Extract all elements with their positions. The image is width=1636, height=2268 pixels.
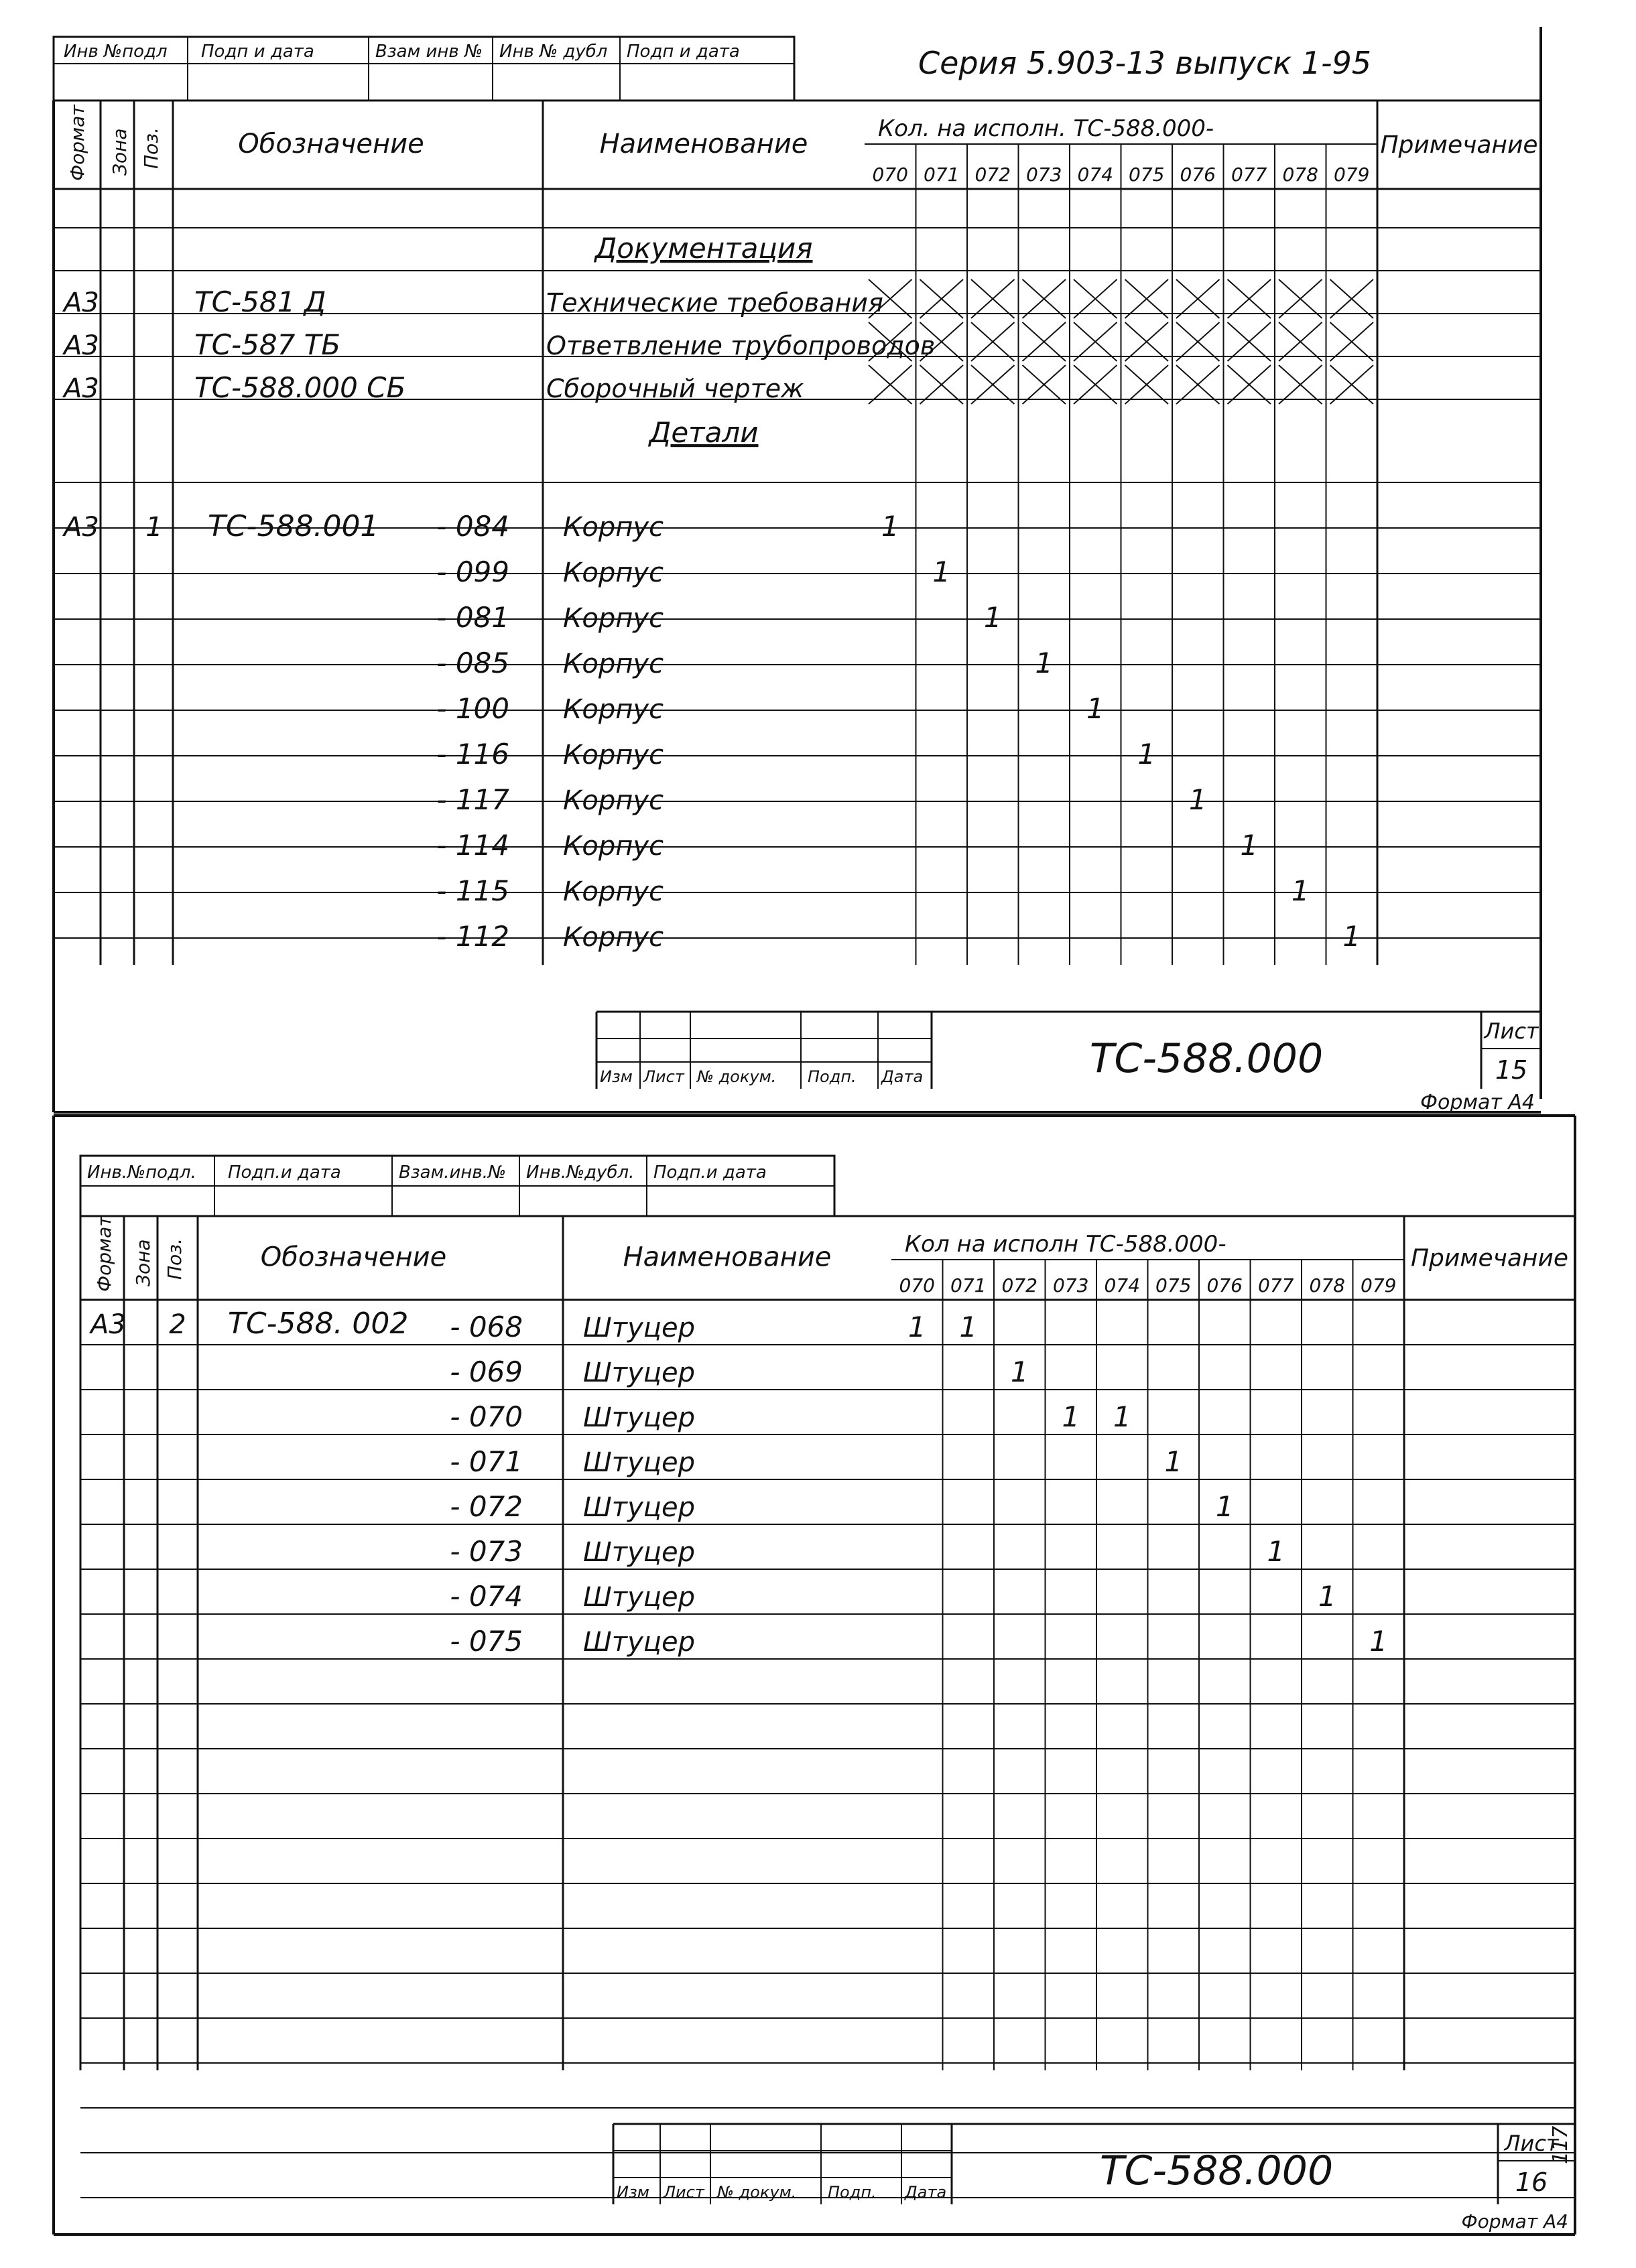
part-quantity: 1 bbox=[1164, 1445, 1183, 1478]
part-name: Корпус bbox=[563, 785, 664, 816]
part-suffix: - 072 bbox=[450, 1490, 523, 1523]
title-block-label-4: Дата bbox=[881, 1067, 924, 1086]
title-block-label-2: № докум. bbox=[717, 2183, 797, 2202]
header-quantity: Кол. на исполн. ТС-588.000- bbox=[878, 115, 1214, 142]
section-title-documentation: Документация bbox=[594, 232, 813, 265]
part-name: Штуцер bbox=[583, 1402, 695, 1433]
part-name: Корпус bbox=[563, 740, 664, 771]
sheet-label: Лист bbox=[1504, 2131, 1559, 2156]
doc-name: Ответвление трубопроводов bbox=[546, 331, 936, 360]
part-suffix: - 084 bbox=[436, 510, 509, 543]
variant-header-072: 072 bbox=[1001, 1274, 1037, 1296]
part-name: Корпус bbox=[563, 831, 664, 862]
doc-format: А3 bbox=[64, 330, 99, 361]
part-suffix: - 070 bbox=[450, 1400, 523, 1433]
part-format: А3 bbox=[64, 512, 99, 543]
header-format: Формат bbox=[93, 1215, 115, 1292]
stamp-label-3: Инв.№дубл. bbox=[526, 1162, 635, 1183]
variant-header-076: 076 bbox=[1180, 163, 1216, 186]
variant-header-072: 072 bbox=[974, 163, 1011, 186]
sheet-2-frame bbox=[54, 1116, 1575, 2234]
variant-header-079: 079 bbox=[1334, 163, 1370, 186]
stamp-label-3: Инв № дубл bbox=[499, 42, 608, 62]
part-suffix: - 074 bbox=[450, 1580, 523, 1613]
variant-header-073: 073 bbox=[1026, 163, 1062, 186]
header-pos: Поз. bbox=[140, 127, 162, 169]
part-quantity: 1 bbox=[1035, 647, 1054, 679]
document-number: ТС-588.000 bbox=[1089, 1035, 1324, 1082]
sheet-number: 16 bbox=[1515, 2167, 1548, 2197]
part-quantity: 1 bbox=[1215, 1490, 1234, 1523]
part-suffix: - 100 bbox=[436, 692, 509, 725]
variant-header-077: 077 bbox=[1231, 163, 1267, 186]
variant-header-076: 076 bbox=[1206, 1274, 1243, 1296]
doc-format: А3 bbox=[64, 373, 99, 404]
stamp-label-0: Инв №подл bbox=[64, 42, 168, 62]
part-quantity: 1 bbox=[1267, 1535, 1285, 1568]
part-name: Корпус bbox=[563, 694, 664, 725]
part-quantity: 1 bbox=[1240, 829, 1259, 862]
part-suffix: - 075 bbox=[450, 1625, 523, 1658]
stamp-label-0: Инв.№подл. bbox=[87, 1162, 196, 1183]
variant-header-070: 070 bbox=[899, 1274, 935, 1296]
doc-format: А3 bbox=[64, 287, 99, 318]
sheet-2-table-grid bbox=[80, 1216, 1575, 2204]
section-title-details: Детали bbox=[649, 416, 759, 449]
part-quantity: 1 bbox=[1318, 1580, 1336, 1613]
variant-header-074: 074 bbox=[1077, 163, 1113, 186]
part-base-designation: ТС-588. 002 bbox=[228, 1307, 409, 1341]
stamp-label-4: Подп.и дата bbox=[653, 1162, 767, 1183]
variant-header-078: 078 bbox=[1282, 163, 1318, 186]
title-block-label-1: Лист bbox=[643, 1067, 684, 1086]
sheet-number: 15 bbox=[1495, 1055, 1528, 1085]
title-block-label-1: Лист bbox=[664, 2183, 704, 2202]
header-name: Наименование bbox=[623, 1242, 832, 1273]
side-page-number: 117 bbox=[1549, 2125, 1572, 2164]
doc-designation: ТС-581 Д bbox=[194, 285, 326, 318]
header-note: Примечание bbox=[1380, 131, 1538, 159]
part-quantity: 1 bbox=[1086, 692, 1105, 725]
format-label: Формат А4 bbox=[1461, 2210, 1568, 2232]
sheet-2-table-text bbox=[87, 1162, 1572, 2232]
header-designation: Обозначение bbox=[238, 129, 424, 159]
part-quantity: 1 bbox=[1137, 738, 1156, 771]
part-base-designation: ТС-588.001 bbox=[208, 509, 379, 543]
part-quantity: 1 bbox=[881, 510, 899, 543]
part-quantity: 1 bbox=[1062, 1400, 1080, 1433]
doc-name: Технические требования bbox=[546, 288, 883, 318]
title-block-label-0: Изм bbox=[600, 1067, 633, 1086]
part-name: Штуцер bbox=[583, 1357, 695, 1388]
part-suffix: - 115 bbox=[436, 874, 509, 907]
part-quantity: 1 bbox=[1342, 920, 1361, 953]
part-quantity: 1 bbox=[1010, 1355, 1029, 1388]
variant-header-071: 071 bbox=[924, 163, 960, 186]
header-designation: Обозначение bbox=[260, 1242, 447, 1273]
part-name: Штуцер bbox=[583, 1582, 695, 1613]
part-suffix: - 112 bbox=[436, 920, 509, 953]
part-suffix: - 069 bbox=[450, 1355, 523, 1388]
variant-header-079: 079 bbox=[1361, 1274, 1397, 1296]
part-suffix: - 099 bbox=[436, 555, 509, 588]
stamp-label-2: Взам инв № bbox=[375, 42, 483, 62]
header-format: Формат bbox=[66, 105, 88, 181]
part-quantity: 1 bbox=[1113, 1400, 1131, 1433]
format-label: Формат А4 bbox=[1420, 1091, 1535, 1114]
document-number: ТС-588.000 bbox=[1099, 2147, 1334, 2194]
part-suffix: - 071 bbox=[450, 1445, 523, 1478]
sheet-1-table-text bbox=[62, 42, 1539, 1114]
stamp-label-2: Взам.инв.№ bbox=[399, 1162, 506, 1183]
title-block-label-4: Дата bbox=[905, 2183, 947, 2202]
header-note: Примечание bbox=[1410, 1244, 1569, 1272]
part-name: Корпус bbox=[563, 557, 664, 588]
variant-header-073: 073 bbox=[1053, 1274, 1089, 1296]
title-block-label-0: Изм bbox=[617, 2183, 649, 2202]
series-header: Серия 5.903-13 выпуск 1-95 bbox=[918, 45, 1372, 81]
part-name: Корпус bbox=[563, 876, 664, 907]
part-suffix: - 085 bbox=[436, 647, 509, 679]
part-quantity: 1 bbox=[959, 1311, 978, 1343]
part-name: Корпус bbox=[563, 512, 664, 543]
stamp-label-1: Подп.и дата bbox=[228, 1162, 341, 1183]
variant-header-075: 075 bbox=[1155, 1274, 1192, 1296]
part-position: 2 bbox=[169, 1309, 186, 1340]
header-name: Наименование bbox=[599, 129, 808, 159]
part-quantity: 1 bbox=[1291, 874, 1310, 907]
part-suffix: - 116 bbox=[436, 738, 509, 771]
part-suffix: - 068 bbox=[450, 1311, 523, 1343]
variant-header-074: 074 bbox=[1104, 1274, 1140, 1296]
part-name: Корпус bbox=[563, 649, 664, 679]
part-position: 1 bbox=[145, 512, 163, 543]
part-name: Штуцер bbox=[583, 1313, 695, 1343]
part-suffix: - 114 bbox=[436, 829, 509, 862]
part-quantity: 1 bbox=[932, 555, 951, 588]
header-pos: Поз. bbox=[164, 1238, 186, 1280]
header-zone: Зона bbox=[109, 128, 131, 176]
title-block-label-3: Подп. bbox=[828, 2183, 877, 2202]
part-quantity: 1 bbox=[907, 1311, 926, 1343]
doc-designation: ТС-588.000 СБ bbox=[194, 371, 406, 404]
header-quantity: Кол на исполн ТС-588.000- bbox=[905, 1231, 1226, 1258]
variant-header-071: 071 bbox=[950, 1274, 987, 1296]
title-block-label-2: № докум. bbox=[697, 1067, 777, 1086]
stamp-label-1: Подп и дата bbox=[201, 42, 314, 62]
stamp-label-4: Подп и дата bbox=[627, 42, 740, 62]
variant-header-070: 070 bbox=[872, 163, 908, 186]
header-zone: Зона bbox=[132, 1239, 154, 1286]
part-quantity: 1 bbox=[983, 601, 1002, 634]
doc-designation: ТС-587 ТБ bbox=[194, 328, 341, 361]
part-name: Штуцер bbox=[583, 1537, 695, 1568]
part-quantity: 1 bbox=[1188, 783, 1207, 816]
part-name: Штуцер bbox=[583, 1627, 695, 1658]
doc-name: Сборочный чертеж bbox=[546, 374, 804, 403]
variant-header-077: 077 bbox=[1258, 1274, 1294, 1296]
part-name: Корпус bbox=[563, 922, 664, 953]
part-name: Штуцер bbox=[583, 1447, 695, 1478]
part-name: Корпус bbox=[563, 603, 664, 634]
sheet-label: Лист bbox=[1484, 1018, 1539, 1044]
part-suffix: - 081 bbox=[436, 601, 509, 634]
part-name: Штуцер bbox=[583, 1492, 695, 1523]
variant-header-075: 075 bbox=[1129, 163, 1165, 186]
part-format: А3 bbox=[90, 1309, 126, 1340]
variant-header-078: 078 bbox=[1309, 1274, 1345, 1296]
part-suffix: - 117 bbox=[436, 783, 509, 816]
title-block-label-3: Подп. bbox=[808, 1067, 857, 1086]
part-suffix: - 073 bbox=[450, 1535, 523, 1568]
part-quantity: 1 bbox=[1369, 1625, 1388, 1658]
